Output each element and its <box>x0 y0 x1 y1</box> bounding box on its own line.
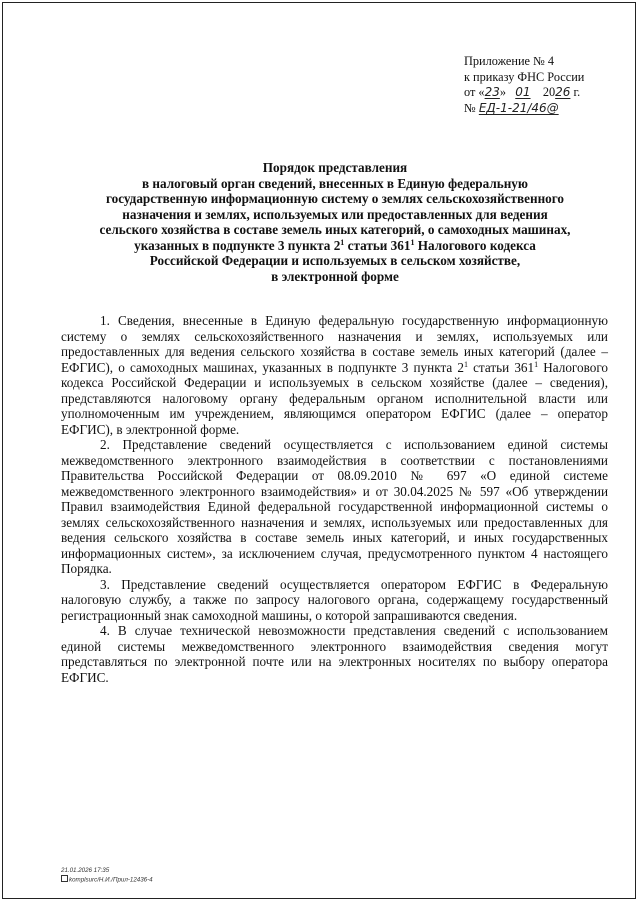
title-line: сельского хозяйства в составе земель иных категорий, о самоходных машинах, <box>99 222 571 237</box>
paragraph-1: 1. Сведения, внесенные в Единую федеральную государственную информационную систему о землях сельскохозяйственного назначения и землях, используемых или предоставленных для ведения сельского хозяйства в составе земель иных категорий (далее – ЕФГИС), о самоходных машинах, указанных в подпункте 3 пункта $2^1$ статьи $361^1$ Налогового кодекса Российской Федерации и используемых в сельском хозяйстве (далее – сведения), представляются налоговому органу федеральным органом исполнительной власти или уполномоченным им учреждением, являющимся оператором ЕФГИС (далее – оператор ЕФГИС), в электронной форме. <box>61 313 608 437</box>
title-line: в налоговый орган сведений, внесенных в Единую федеральную <box>142 175 528 191</box>
file-icon <box>61 875 68 882</box>
paragraph-3: 3. Представление сведений осуществляется оператором ЕФГИС в Федеральную налоговую службу, а также по запросу налогового органа, содержащему государственный регистрационный знак самоходной машины, о которой запрашиваются сведения. <box>61 576 608 623</box>
date-year: 26 <box>555 85 571 100</box>
title-line: государственную информационную систему о землях сельскохозяйственного <box>105 191 565 206</box>
footer-path: komplsurc/Н.И./Прил-12436-4 <box>61 875 153 885</box>
annex-date: от «23» 01 2026 г. <box>464 85 581 100</box>
title-line: назначения и землях, используемых или предоставленных для ведения <box>122 206 548 222</box>
annex-number: № ЕД-1-21/46@ <box>464 100 559 115</box>
date-month: 01 <box>515 85 531 100</box>
paragraph-4: 4. В случае технической невозможности представления сведений с использованием единой системы межведомственного электронного взаимодействия сведения могут представляться по электронной почте или на электронных носителях по выбору оператора ЕФГИС. <box>61 623 608 685</box>
annex-title: Приложение № 4 <box>464 54 555 68</box>
date-day: 23 <box>484 85 500 100</box>
footer-timestamp: 21.01.2026 17:35 <box>61 867 110 874</box>
title-line: в электронной форме <box>271 268 399 284</box>
print-footer <box>61 867 153 885</box>
title-line: Порядок представления <box>262 160 408 175</box>
paragraph-2: 2. Представление сведений осуществляется с использованием единой системы межведомственного электронного взаимодействия в соответствии с постановлениями Правительства Российской Федерации от 08.09.2010 № 697 «О единой системе межведомственного электронного взаимодействия» и от 30.04.2025 № 597 «Об утверждении Правил взаимодействия Единой федеральной государственной информационной системы о землях сельскохозяйственного назначения и землях, используемых или предоставленных для ведения сельского хозяйства в составе земель иных категорий, и иных государственных информационных систем», за исключением случая, предусмотренного пунктом 4 настоящего Порядка. <box>61 437 608 576</box>
title-line: указанных в подпункте 3 пункта $2^1$ статьи $361^1$ Налогового кодекса <box>134 237 536 253</box>
order-number: ЕД-1-21/46@ <box>478 100 559 115</box>
annex-order-ref: к приказу ФНС России <box>464 69 585 84</box>
annex-block <box>464 54 624 116</box>
document-title <box>50 160 620 284</box>
document-body <box>61 313 608 685</box>
title-line: Российской Федерации и используемых в сельском хозяйстве, <box>149 253 521 268</box>
